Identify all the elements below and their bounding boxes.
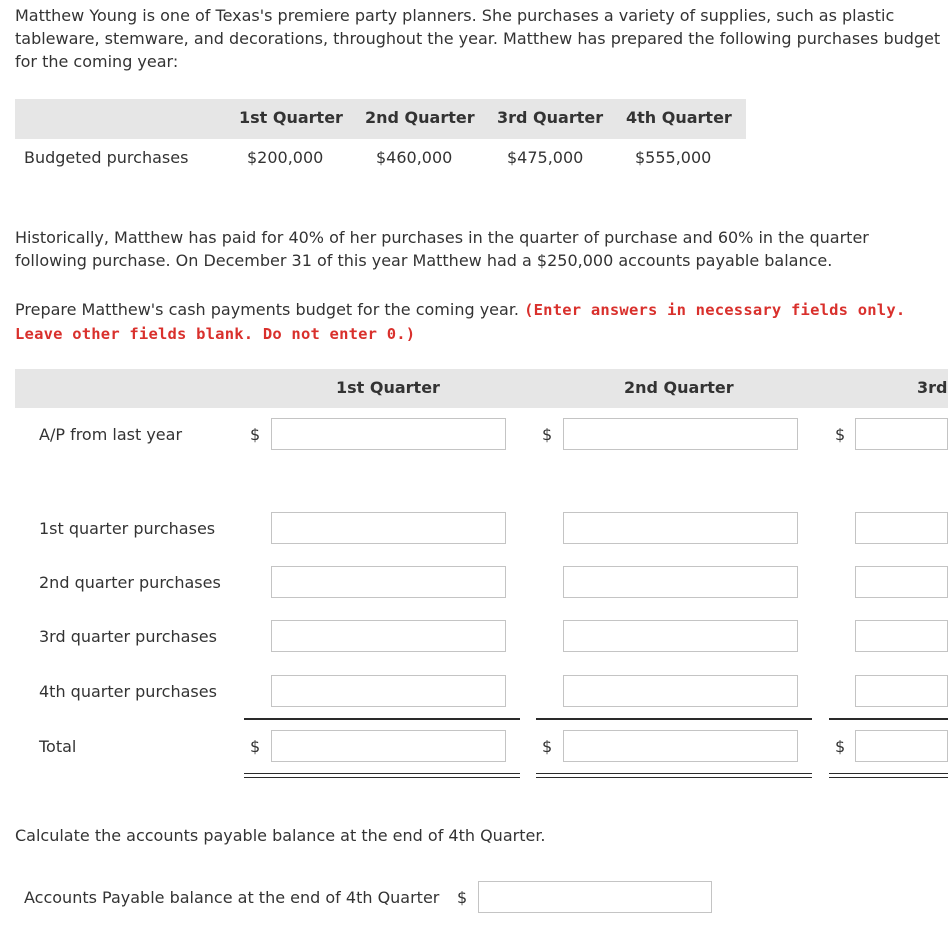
- dollar-sign: $: [542, 425, 553, 444]
- ap-last-year-q2-input[interactable]: [563, 418, 798, 450]
- purchases-value-q4: $555,000: [635, 148, 712, 167]
- q4-purchases-q2-input[interactable]: [563, 675, 798, 707]
- row-label-q1-purchases: 1st quarter purchases: [39, 519, 216, 538]
- prompt-paragraph: [15, 298, 945, 346]
- row-label-q2-purchases: 2nd quarter purchases: [39, 573, 221, 592]
- payments-header-q2: 2nd Quarter: [624, 378, 734, 397]
- ap-balance-label: Accounts Payable balance at the end of 4th Quarter: [24, 888, 440, 907]
- q2-purchases-q2-input[interactable]: [563, 566, 798, 598]
- q2-purchases-q1-input[interactable]: [271, 566, 506, 598]
- purchases-row-label: Budgeted purchases: [24, 148, 189, 167]
- q1-purchases-q2-input[interactable]: [563, 512, 798, 544]
- payments-table-header-band: [15, 369, 948, 408]
- subtotal-rule: [244, 718, 520, 720]
- ap-last-year-q1-input[interactable]: [271, 418, 506, 450]
- row-label-ap-last-year: A/P from last year: [39, 425, 183, 444]
- ap-last-year-q3-input[interactable]: [855, 418, 948, 450]
- purchases-header-q1: 1st Quarter: [239, 108, 343, 127]
- total-double-rule: [536, 773, 812, 774]
- dollar-sign: $: [250, 425, 261, 444]
- q4-purchases-q3-input[interactable]: [855, 675, 948, 707]
- dollar-sign: $: [250, 737, 261, 756]
- ap-balance-input[interactable]: [478, 881, 712, 913]
- purchases-value-q2: $460,000: [376, 148, 453, 167]
- dollar-sign: $: [457, 888, 468, 907]
- purchases-header-q3: 3rd Quarter: [497, 108, 604, 127]
- total-double-rule: [244, 777, 520, 778]
- ap-balance-question: Calculate the accounts payable balance at the end of 4th Quarter.: [15, 826, 546, 845]
- row-label-total: Total: [39, 737, 77, 756]
- intro-paragraph: Matthew Young is one of Texas's premiere party planners. She purchases a variety of supplies, such as plastic tableware, stemware, and decorations, throughout the year. Matthew has prepared the following purchases budget for the coming year:: [15, 6, 941, 71]
- subtotal-rule: [536, 718, 812, 720]
- q2-purchases-q3-input[interactable]: [855, 566, 948, 598]
- prompt-instruction: (Enter answers in necessary fields only. Leave other fields blank. Do not enter 0.): [15, 301, 906, 343]
- payments-header-q3: 3rd: [917, 378, 948, 397]
- purchases-header-q4: 4th Quarter: [626, 108, 732, 127]
- total-q2-input[interactable]: [563, 730, 798, 762]
- payments-header-q1: 1st Quarter: [336, 378, 440, 397]
- q3-purchases-q3-input[interactable]: [855, 620, 948, 652]
- total-q3-input[interactable]: [855, 730, 948, 762]
- q3-purchases-q2-input[interactable]: [563, 620, 798, 652]
- subtotal-rule: [829, 718, 948, 720]
- prompt-text: Prepare Matthew's cash payments budget for the coming year.: [15, 300, 520, 319]
- q4-purchases-q1-input[interactable]: [271, 675, 506, 707]
- dollar-sign: $: [835, 737, 846, 756]
- dollar-sign: $: [542, 737, 553, 756]
- total-q1-input[interactable]: [271, 730, 506, 762]
- row-label-q4-purchases: 4th quarter purchases: [39, 682, 217, 701]
- q3-purchases-q1-input[interactable]: [271, 620, 506, 652]
- purchases-header-q2: 2nd Quarter: [365, 108, 475, 127]
- total-double-rule: [829, 777, 948, 778]
- total-double-rule: [536, 777, 812, 778]
- q1-purchases-q1-input[interactable]: [271, 512, 506, 544]
- purchases-value-q1: $200,000: [247, 148, 324, 167]
- dollar-sign: $: [835, 425, 846, 444]
- total-double-rule: [244, 773, 520, 774]
- total-double-rule: [829, 773, 948, 774]
- q1-purchases-q3-input[interactable]: [855, 512, 948, 544]
- purchases-value-q3: $475,000: [507, 148, 584, 167]
- row-label-q3-purchases: 3rd quarter purchases: [39, 627, 217, 646]
- history-paragraph: Historically, Matthew has paid for 40% of her purchases in the quarter of purchase and 60% in the quarter following purchase. On December 31 of this year Matthew had a $250,000 accounts payable balance.: [15, 228, 869, 270]
